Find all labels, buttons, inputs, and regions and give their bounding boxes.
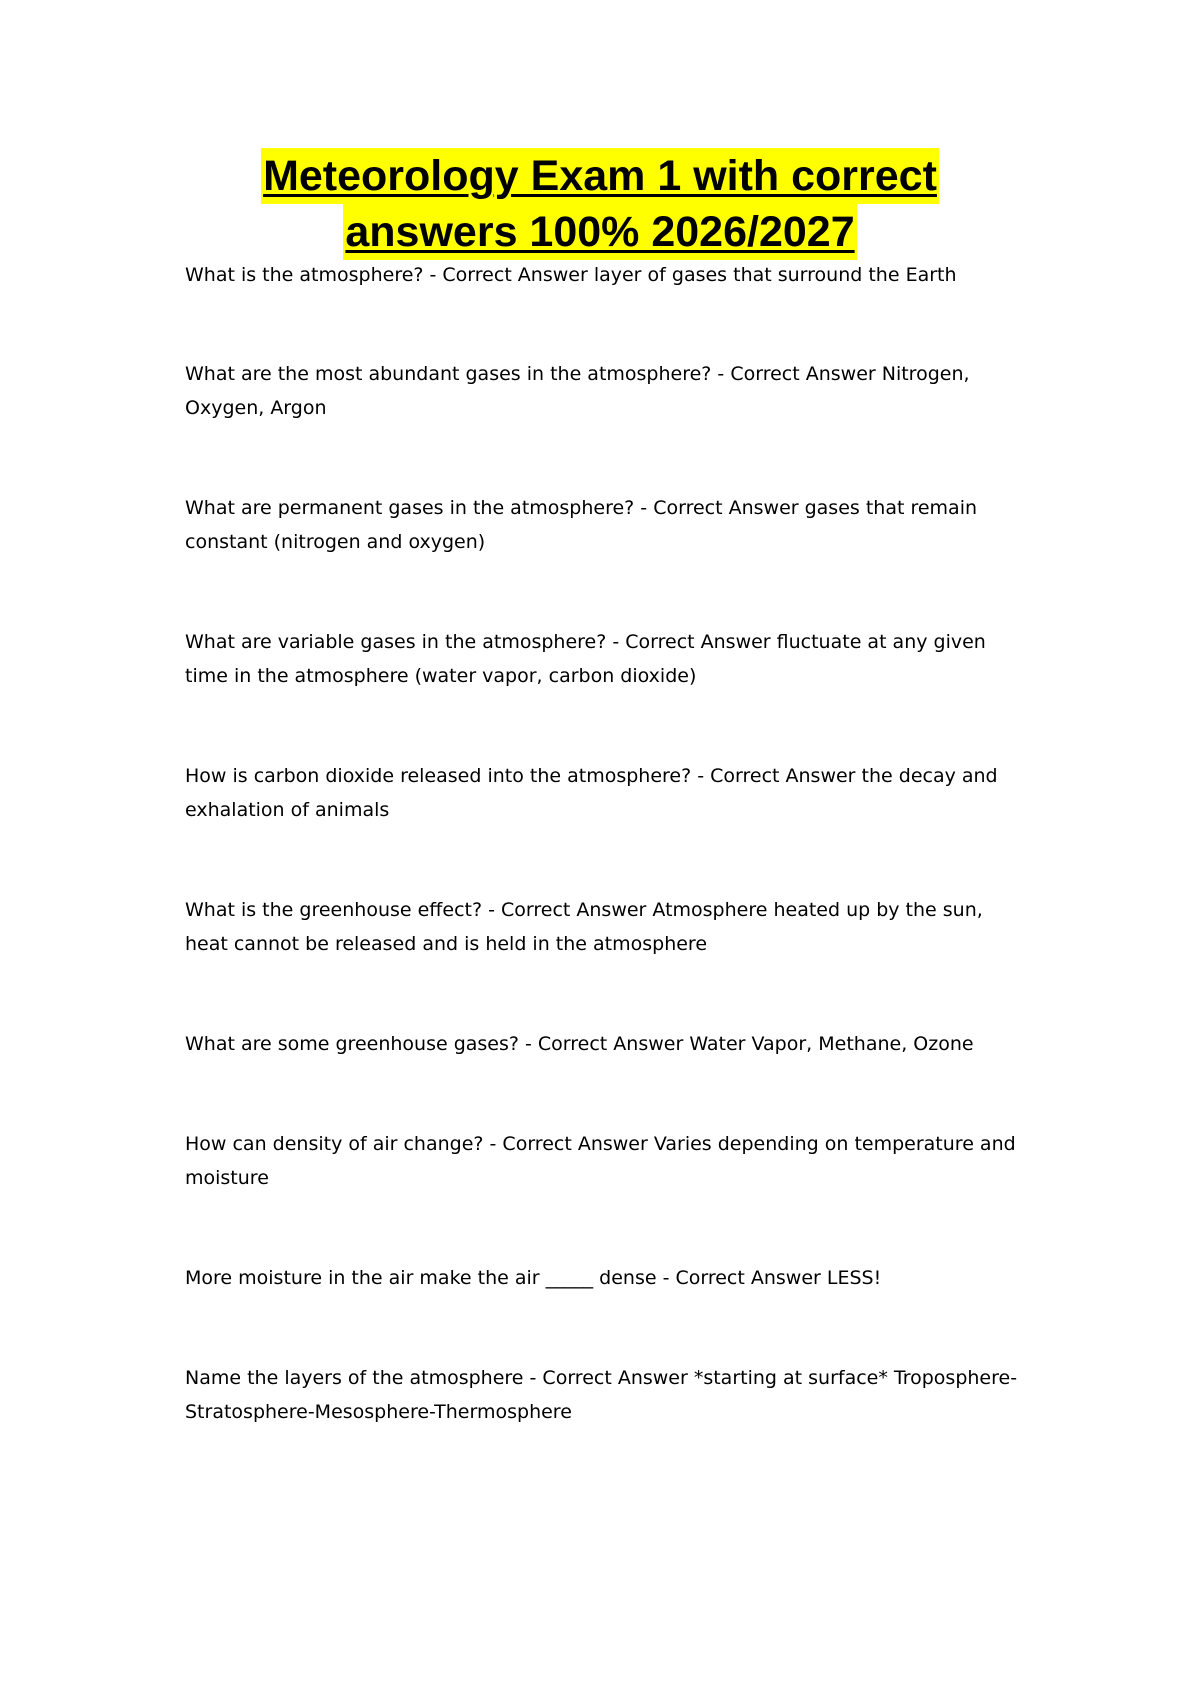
- qa-item-3: What are permanent gases in the atmosphere? - Correct Answer gases that remain constant (nitrogen and oxygen): [185, 497, 978, 553]
- qa-item-1: What is the atmosphere? - Correct Answer layer of gases that surround the Earth: [185, 264, 957, 286]
- qa-item-2: What are the most abundant gases in the atmosphere? - Correct Answer Nitrogen, Oxygen, Argon: [185, 363, 970, 419]
- document-title: [0, 148, 1200, 260]
- qa-item-6: What is the greenhouse effect? - Correct Answer Atmosphere heated up by the sun, heat cannot be released and is held in the atmosphere: [185, 899, 983, 955]
- title-line-2: answers 100% 2026/2027: [343, 204, 856, 260]
- qa-item-10: Name the layers of the atmosphere - Correct Answer *starting at surface* Troposphere-Stratosphere-Mesosphere-Thermosphere: [185, 1367, 1018, 1423]
- qa-item-8: How can density of air change? - Correct Answer Varies depending on temperature and moisture: [185, 1133, 1016, 1189]
- qa-item-4: What are variable gases in the atmosphere? - Correct Answer fluctuate at any given time in the atmosphere (water vapor, carbon dioxide): [185, 631, 986, 687]
- title-line-1: Meteorology Exam 1 with correct: [261, 148, 939, 204]
- qa-item-7: What are some greenhouse gases? - Correct Answer Water Vapor, Methane, Ozone: [185, 1033, 974, 1055]
- qa-list: [185, 258, 1025, 1429]
- qa-item-9: More moisture in the air make the air _____ dense - Correct Answer LESS!: [185, 1267, 882, 1289]
- qa-item-5: How is carbon dioxide released into the atmosphere? - Correct Answer the decay and exhalation of animals: [185, 765, 998, 821]
